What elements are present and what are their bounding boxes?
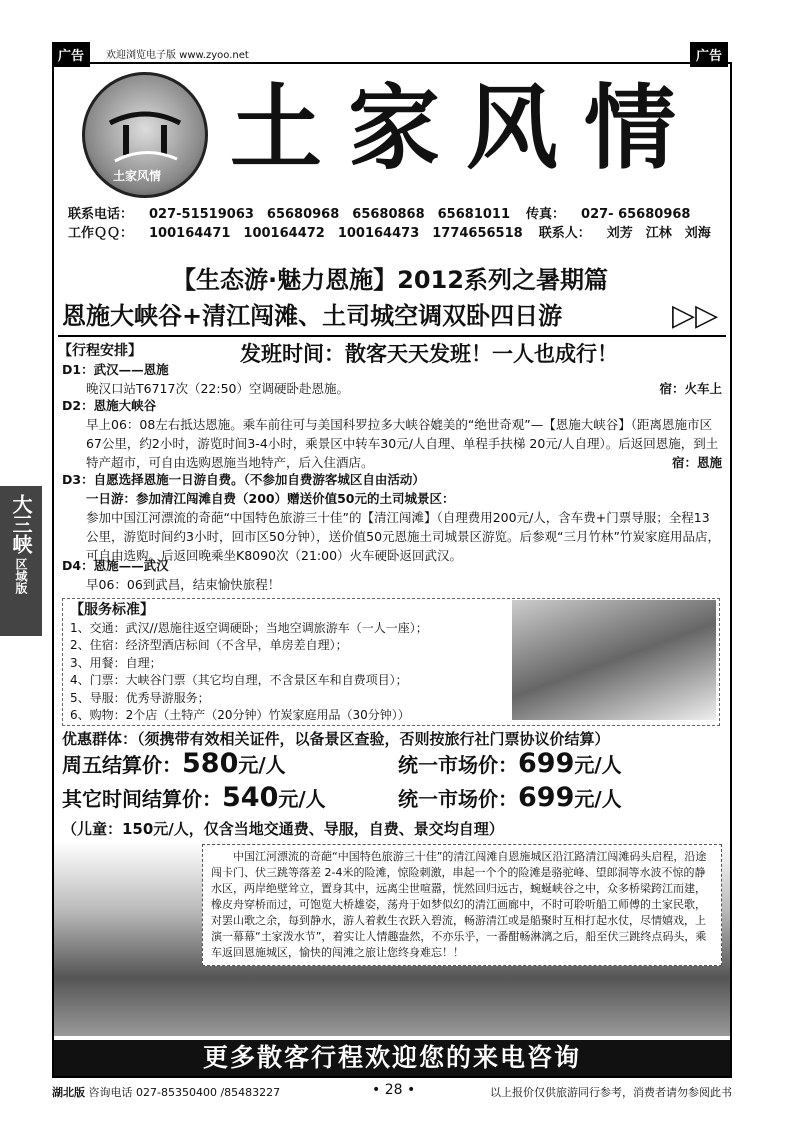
day-3-head: D3：自愿选择恩施一日游自费。（不参加自费游客城区自由活动） [62, 472, 425, 487]
people-label: 联系人： [538, 226, 591, 241]
service-item: 4、门票：大峡谷门票（其它均自理，不含景区车和自费项目）； [70, 673, 408, 687]
headline-route: 恩施大峡谷+清江闯滩、土司城空调双卧四日游 [62, 302, 563, 330]
headline-series: 【生态游·魅力恩施】2012系列之暑期篇 [172, 266, 608, 294]
day-1 [62, 360, 722, 398]
day-2-stay: 宿：恩施 [671, 455, 722, 470]
friday-price [62, 748, 286, 779]
service-item: 3、用餐：自理； [70, 655, 162, 670]
service-item: 2、住宿：经济型酒店标间（不含早，单房差自理）； [70, 638, 348, 652]
market-price-2-value: 699 [518, 782, 575, 813]
logo-text: 土家风情 [113, 169, 162, 183]
phone-numbers: 027-51519063 65680968 65680868 65681011 [149, 207, 511, 222]
page-number: • 28 • [372, 1082, 416, 1098]
brand-logo [82, 72, 208, 198]
region-side-tab [0, 486, 42, 636]
other-price-unit: 元/人 [278, 787, 326, 811]
contact-block [68, 205, 727, 243]
day-3-sub: 一日游：参加清江闯滩自费（200）赠送价值50元的土司城景区： [86, 491, 455, 506]
other-price-value: 540 [222, 782, 279, 813]
market-price-2-unit: 元/人 [574, 787, 622, 811]
rafting-photo [512, 600, 716, 720]
market-price-1-label: 统一市场价： [398, 753, 518, 777]
contact-people: 刘芳 江林 刘海 [606, 226, 711, 241]
day-2-body: 早上06：08左右抵达恩施。乘车前往可与美国科罗拉多大峡谷媲美的“绝世奇观”—【恩施大峡谷】（距离恩施市区67公里，约2小时，游览时间3-4小时，乘景区中转车30元/人自理、单程手扶梯 20元/人自理）。后返回恩施，到土特产超市，可自由选购恩施当地特产，后入住酒店。 [86, 417, 719, 470]
day-3 [62, 470, 722, 565]
qq-label: 工作ＱＱ： [68, 226, 134, 241]
divider [58, 335, 726, 337]
friday-price-value: 580 [182, 748, 239, 779]
other-price-label: 其它时间结算价： [62, 787, 222, 811]
side-tab-small: 区域版 [14, 558, 28, 594]
service-item: 1、交通：武汉//恩施往返空调硬卧；当地空调旅游车（一人一座）； [70, 620, 428, 635]
footer-hotline: 咨询电话 027-85350400 /85483227 [88, 1086, 281, 1099]
rafting-description: 中国江河漂流的奇葩“中国特色旅游三十佳”的清江闯滩自恩施城区沿江路清江闯滩码头启程，沿途闯卡门、伏三跳等落差 2-4米的险滩，惊险刺激，串起一个个的险滩是骆驼峰、望郎洞等水波不惊的静水区，两岸绝壁耸立，置身其中，远离尘世喧嚣，恍然回归远古，蜿蜒峡谷之中，众多桥梁跨江而建，橡皮舟穿桥而过，可饱览大桥雄姿，荡舟于如梦似幻的清江画廊中，不时可聆听船工师傅的土家民歌，对罢山歌之余，每到静水，游人着救生衣跃入碧流，畅游清江或是船聚时互相打起水仗，尽情嬉戏，上演一幕幕“土家泼水节”，着实让人情趣盎然，不亦乐乎，一番酣畅淋漓之后，船至伏三跳终点码头，乘车返回恩施城区，愉快的闯滩之旅让您终身难忘！！ [202, 844, 722, 966]
friday-price-unit: 元/人 [238, 753, 286, 777]
service-item: 5、导服：优秀导游服务； [70, 690, 210, 705]
market-price-2 [398, 782, 622, 813]
service-title: 【服务标准】 [70, 602, 154, 618]
brand-title: 土家风情 [230, 74, 703, 182]
day-2-head: D2：恩施大峡谷 [62, 398, 157, 413]
qq-numbers: 100164471 100164472 100164473 1774656518 [149, 226, 523, 241]
bottom-banner: 更多散客行程欢迎您的来电咨询 [54, 1040, 730, 1076]
phone-label: 联系电话： [68, 207, 134, 222]
ad-label-left: 广告 [52, 42, 90, 67]
market-price-1-value: 699 [518, 748, 575, 779]
footer-disclaimer: 以上报价仅供旅游同行参考，消费者请勿参阅此书 [490, 1086, 732, 1099]
discount-notice: 优惠群体：（须携带有效相关证件，以备景区查验，否则按旅行社门票协议价结算） [62, 730, 610, 748]
market-price-2-label: 统一市场价： [398, 787, 518, 811]
other-price [62, 782, 326, 813]
day-1-head: D1：武汉——恩施 [62, 362, 169, 377]
footer [52, 1084, 732, 1100]
fax-number: 027- 65680968 [581, 207, 691, 222]
market-price-1-unit: 元/人 [574, 753, 622, 777]
day-1-stay: 宿：火车上 [659, 381, 722, 396]
site-tagline: 欢迎浏览电子版 www.zyoo.net [106, 50, 249, 61]
market-price-1 [398, 748, 622, 779]
service-item: 6、购物：2个店（土特产（20分钟）竹炭家庭用品（30分钟）） [70, 708, 410, 722]
departure-notice: 发班时间：散客天天发班！一人也成行！ [240, 342, 618, 366]
child-price: （儿童：150元/人，仅含当地交通费、导服，自费、景交均自理） [62, 820, 504, 838]
service-list [70, 602, 428, 725]
day-4 [62, 556, 722, 594]
day-3-body: 参加中国江河漂流的奇葩“中国特色旅游三十佳”的【清江闯滩】（自理费用200元/人，含车费+门票导服；全程13公里，游览时间约3小时，回市区50分钟），送价值50元恩施土司城景区游览。后参观“三月竹林”竹炭家庭用品店，可自由选购。后返回晚乘坐K8090次（21:00）火车硬卧返回武汉。 [86, 510, 720, 563]
double-arrow-icon: ▷▷ [672, 298, 719, 333]
day-4-head: D4：恩施——武汉 [62, 558, 169, 573]
fax-label: 传真： [526, 207, 566, 222]
day-1-body: 晚汉口站T6717次（22:50）空调硬卧赴恩施。 [86, 381, 349, 396]
itinerary-title: 【行程安排】 [58, 343, 142, 359]
friday-price-label: 周五结算价： [62, 753, 182, 777]
ad-label-right: 广告 [690, 42, 728, 67]
footer-edition: 湖北版 [52, 1086, 85, 1099]
side-tab-big: 大三峡 [9, 494, 33, 554]
day-4-body: 早06：06到武昌，结束愉快旅程！ [86, 577, 281, 592]
day-2 [62, 396, 722, 472]
